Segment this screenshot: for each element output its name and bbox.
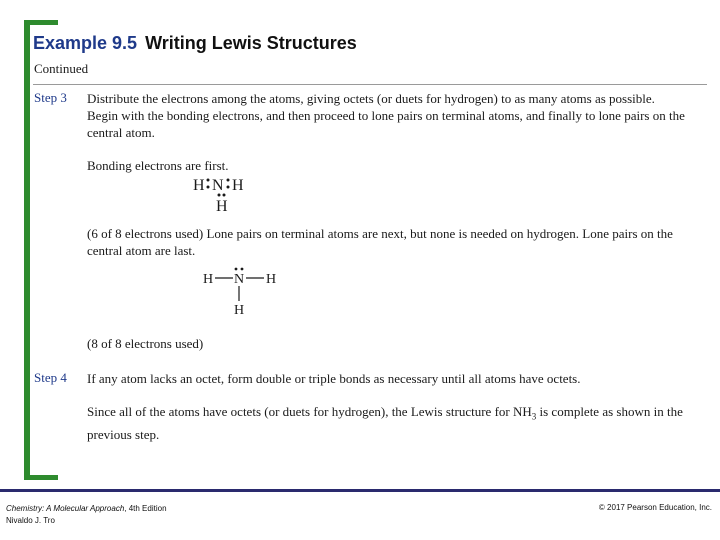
lewis2-atom-h-left: H [203,272,214,287]
lewis1-atom-h-bottom: H [216,198,228,215]
header-divider [33,84,707,85]
book-title: Chemistry: A Molecular Approach [6,504,125,513]
lewis1-bond-dot [227,186,230,189]
lewis1-bond-dot [223,194,226,197]
lewis2-atom-n: N [234,272,245,287]
lewis-structure-lines [196,262,286,318]
example-title: Writing Lewis Structures [145,33,357,53]
lone-pair-dot [241,268,244,271]
conclusion-text-after: is complete as shown in the previous step. [87,404,683,442]
author-name: Nivaldo J. Tro [6,516,55,525]
electrons-used-8-text: (8 of 8 electrons used) [87,336,204,351]
lewis1-atom-h-right: H [232,177,244,194]
lewis1-atom-n: N [212,177,224,194]
page-title [33,33,357,54]
green-bracket [24,20,30,480]
green-bracket-bottom [24,475,58,480]
footer-copyright: © 2017 Pearson Education, Inc. [598,503,712,512]
lewis1-bond-dot [207,186,210,189]
step4-label: Step 4 [34,370,67,385]
continued-label: Continued [34,61,89,76]
lewis1-bond-dot [207,179,210,182]
step3-text: Distribute the electrons among the atoms, giving octets (or duets for hydrogen) to as many atoms as possible. Begin with the bonding electrons, and then proceed to lone pairs on terminal atoms, and finally to lone pairs on the central atom. [87,91,685,140]
conclusion-text-before: Since all of the atoms have octets (or duets for hydrogen), the Lewis structure for NH [87,404,532,419]
footer-citation [6,503,167,527]
lewis2-atom-h-right: H [266,272,277,287]
conclusion-text [87,403,687,443]
lewis1-bond-dot [218,194,221,197]
footer-divider [0,489,720,492]
lewis1-atom-h-left: H [193,177,205,194]
electrons-used-6-text: (6 of 8 electrons used) Lone pairs on terminal atoms are next, but none is needed on hydrogen. Lone pairs on the central atom are last. [87,226,673,258]
step4-text: If any atom lacks an octet, form double or triple bonds as necessary until all atoms have octets. [87,371,581,386]
step3-label: Step 3 [34,90,67,105]
example-number: Example 9.5 [33,33,138,53]
bonding-first-text: Bonding electrons are first. [87,158,229,173]
green-bracket-top [24,20,58,25]
subscript-3: 3 [531,411,537,422]
lewis2-atom-h-bottom: H [234,303,245,318]
book-edition: , 4th Edition [124,504,167,513]
lewis1-bond-dot [227,179,230,182]
lone-pair-dot [235,268,238,271]
lewis-structure-dots [190,173,260,215]
